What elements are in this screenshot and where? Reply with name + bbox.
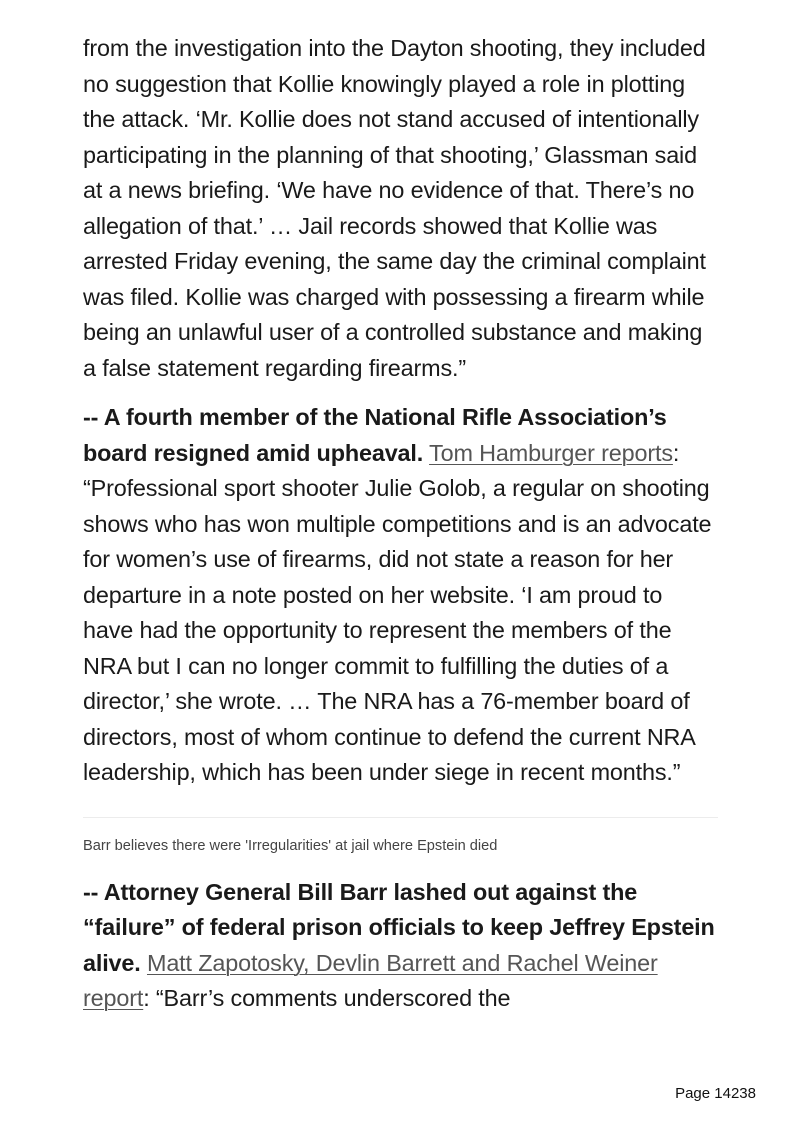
link-tom-hamburger-reports[interactable]: Tom Hamburger reports (429, 439, 673, 466)
page-number: Page 14238 (675, 1085, 756, 1102)
paragraph-nra-board (83, 400, 718, 791)
headline-barr-epstein: -- Attorney General Bill Barr lashed out against the “failure” of federal prison officials to keep Jeffrey Epstein alive. (83, 878, 715, 976)
paragraph-barr-epstein (83, 875, 718, 1017)
link-suffix: : (672, 439, 680, 466)
paragraph-dayton-shooting (83, 31, 718, 386)
paragraph-text: from the investigation into the Dayton shooting, they included no suggestion that Kollie knowingly played a role in plotting the attack. ‘Mr. Kollie does not stand accused of intentionally participating in the planning of that shooting,’ Glassman said at a news briefing. ‘We have no evidence of that. There’s no allegation of that.’ … Jail records showed that Kollie was arrested Friday evening, the same day the criminal complaint was filed. Kollie was charged with possessing a firearm while being an unlawful user of a controlled substance and making a false statement regarding firearms.” (83, 35, 706, 381)
headline-nra-board: -- A fourth member of the National Rifle Association’s board resigned amid upheaval. (83, 404, 667, 466)
truncated-paragraph-container (83, 875, 718, 1011)
paragraph-text: “Professional sport shooter Julie Golob, a regular on shooting shows who has won multiple competitions and is an advocate for women’s use of firearms, did not state a reason for her departure in a note posted on her website. ‘I am proud to have had the opportunity to represent the members of the NRA but I can no longer commit to fulfilling the duties of a director,’ she wrote. … The NRA has a 76-member board of directors, most of whom continue to defend the current NRA leadership, which has been under siege in recent months.” (83, 475, 712, 785)
section-divider (83, 817, 718, 818)
article-body (83, 31, 718, 1011)
paragraph-text: : “Barr’s comments underscored the (143, 985, 511, 1011)
video-caption[interactable]: Barr believes there were 'Irregularities' at jail where Epstein died (83, 837, 498, 854)
link-zapotosky-barrett-weiner-report[interactable]: Matt Zapotosky, Devlin Barrett and Rachel Weiner report (83, 949, 658, 1011)
